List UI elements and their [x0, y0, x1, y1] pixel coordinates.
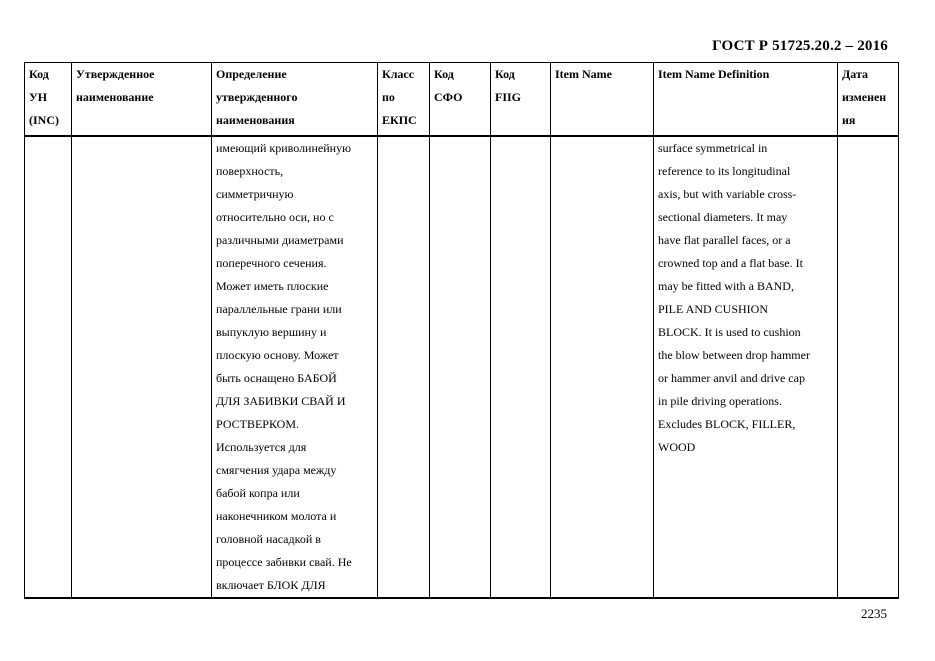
cell-approved-name	[72, 136, 212, 598]
cell-inc-code	[25, 136, 72, 598]
catalog-table	[24, 62, 899, 599]
page-number: 2235	[861, 606, 887, 621]
table-header-row	[25, 63, 899, 137]
column-header-sfo-code: Код СФО	[430, 63, 491, 137]
cell-definition-en: surface symmetrical in reference to its longitudinal axis, but with variable cross- sectional diameters. It may have flat parallel faces, or a crowned top and a flat base. It may be fitted with a BAND, PILE AND CUSHION BLOCK. It is used to cushion the blow between drop hammer or hammer anvil and drive cap in pile driving operations. Excludes BLOCK, FILLER, WOOD	[654, 136, 838, 598]
cell-change-date	[838, 136, 899, 598]
column-header-change-date: Дата изменен ия	[838, 63, 899, 137]
column-header-inc-code: Код УН (INC)	[25, 63, 72, 137]
cell-sfo-code	[430, 136, 491, 598]
cell-fiig-code	[491, 136, 551, 598]
column-header-ekps-class: Класс по ЕКПС	[378, 63, 430, 137]
cell-ekps-class	[378, 136, 430, 598]
column-header-definition-ru: Определение утвержденного наименования	[212, 63, 378, 137]
column-header-approved-name: Утвержденное наименование	[72, 63, 212, 137]
column-header-item-name-definition: Item Name Definition	[654, 63, 838, 137]
table-row	[25, 136, 899, 598]
column-header-fiig-code: Код FIIG	[491, 63, 551, 137]
document-standard-number: ГОСТ Р 51725.20.2 – 2016	[712, 38, 888, 54]
cell-item-name	[551, 136, 654, 598]
cell-definition-ru: имеющий криволинейную поверхность, симметричную относительно оси, но с различными диаметрами поперечного сечения. Может иметь плоские параллельные грани или выпуклую вершину и плоскую основу. Может быть оснащено БАБОЙ ДЛЯ ЗАБИВКИ СВАЙ И РОСТВЕРКОМ. Используется для смягчения удара между бабой копра или наконечником молота и головной насадкой в процессе забивки свай. Не включает БЛОК ДЛЯ	[212, 136, 378, 598]
column-header-item-name: Item Name	[551, 63, 654, 137]
